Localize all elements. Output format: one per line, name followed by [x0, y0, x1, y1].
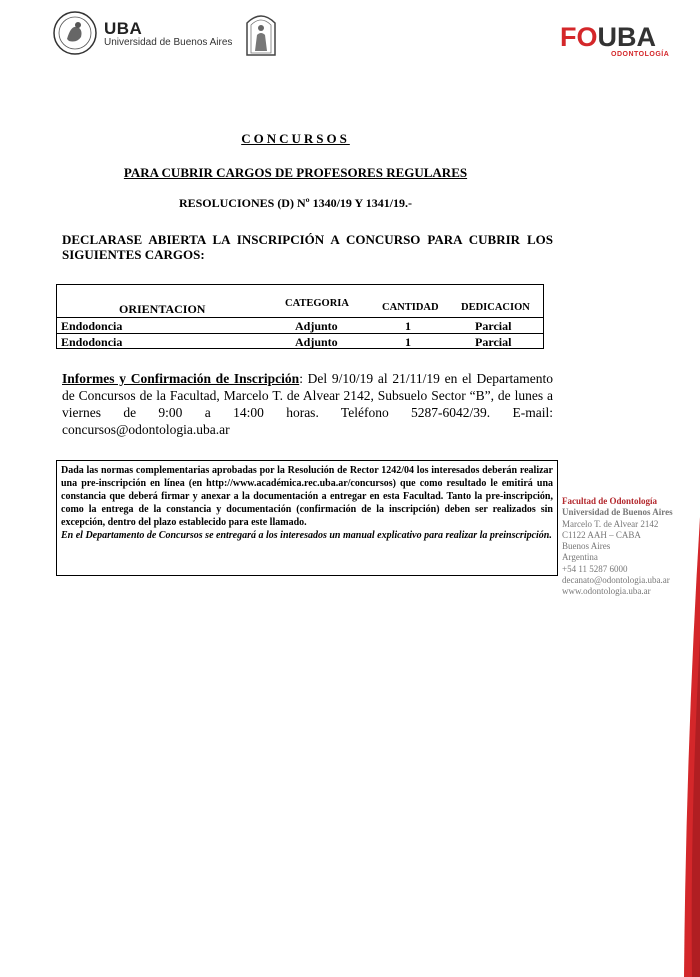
header-cantidad: CANTIDAD: [382, 302, 439, 313]
table-row: [57, 317, 543, 334]
cell-orientacion: Endodoncia: [61, 335, 123, 349]
document-subtitle: PARA CUBRIR CARGOS DE PROFESORES REGULARES: [123, 165, 468, 180]
header-dedicacion: DEDICACION: [461, 302, 530, 313]
preinscription-notice: [56, 460, 558, 576]
declaration-text: DECLARASE ABIERTA LA INSCRIPCIÓN A CONCURSO PARA CUBRIR LOS SIGUIENTES CARGOS:: [62, 232, 553, 262]
informes-paragraph: [62, 370, 553, 438]
phone-line: +54 11 5287 6000: [562, 563, 628, 574]
resolutions-line: RESOLUCIONES (D) Nº 1340/19 Y 1341/19.-: [178, 196, 413, 210]
table-row: [57, 333, 543, 350]
document-title: CONCURSOS: [241, 131, 350, 146]
web-line: www.odontologia.uba.ar: [562, 586, 651, 597]
uba-seal-logo: [53, 11, 97, 55]
fo-uba-logo: [560, 24, 656, 51]
address-line: Marcelo T. de Alvear 2142: [562, 518, 659, 529]
faculty-crest-logo: [243, 11, 279, 57]
cell-dedicacion: Parcial: [475, 335, 512, 349]
header-categoria: CATEGORIA: [285, 298, 349, 309]
informes-text: : Del 9/10/19 al 21/11/19 en el Departamento de Concursos de la Facultad, Marcelo T. de Alvear 2142, Subsuelo Sector “B”, de lunes a viernes de 9:00 a 14:00 horas. Teléfono 5287-6042/39. E-mail: concursos@odontologia.uba.ar: [62, 371, 554, 437]
postal-line: C1122 AAH – CABA: [562, 529, 641, 540]
positions-table: [56, 284, 544, 349]
cell-dedicacion: Parcial: [475, 319, 512, 333]
cell-categoria: Adjunto: [295, 335, 338, 349]
cell-orientacion: Endodoncia: [61, 319, 123, 333]
fo-logo-right: UBA: [597, 22, 656, 52]
city-line: Buenos Aires: [562, 541, 611, 552]
header-orientacion: ORIENTACION: [119, 302, 206, 316]
cell-categoria: Adjunto: [295, 319, 338, 333]
faculty-address-block: [562, 496, 673, 598]
notice-body: Dada las normas complementarias aprobadas por la Resolución de Rector 1242/04 los interesados deberán realizar una pre-inscripción en línea (en http://www.académica.rec.uba.ar/concursos) que como resultado le emitirá una constancia que deberá firmar y anexar a la documentación a entregar en esta Facultad. Tanto la pre-inscripción, como la entrega de la constancia y documentación (confirmación de la inscripción) deben ser realizados sin excepción, dentro del plazo establecido para este llamado.: [61, 465, 553, 528]
cell-cantidad: 1: [405, 335, 411, 349]
cell-cantidad: 1: [405, 319, 411, 333]
informes-label: Informes y Confirmación de Inscripción: [62, 371, 300, 386]
corner-decoration: [682, 517, 700, 977]
fo-logo-subtitle: ODONTOLOGÍA: [611, 51, 670, 58]
university-name: Universidad de Buenos Aires: [562, 507, 673, 518]
email-line: decanato@odontologia.uba.ar: [562, 575, 670, 586]
fo-logo-left: FO: [560, 22, 598, 52]
uba-name: UBA: [104, 19, 143, 38]
country-line: Argentina: [562, 552, 598, 563]
uba-subtitle: Universidad de Buenos Aires: [104, 37, 233, 48]
notice-italic: En el Departamento de Concursos se entregará a los interesados un manual explicativo para realizar la preinscripción.: [61, 530, 552, 541]
faculty-name: Facultad de Odontología: [562, 496, 658, 506]
